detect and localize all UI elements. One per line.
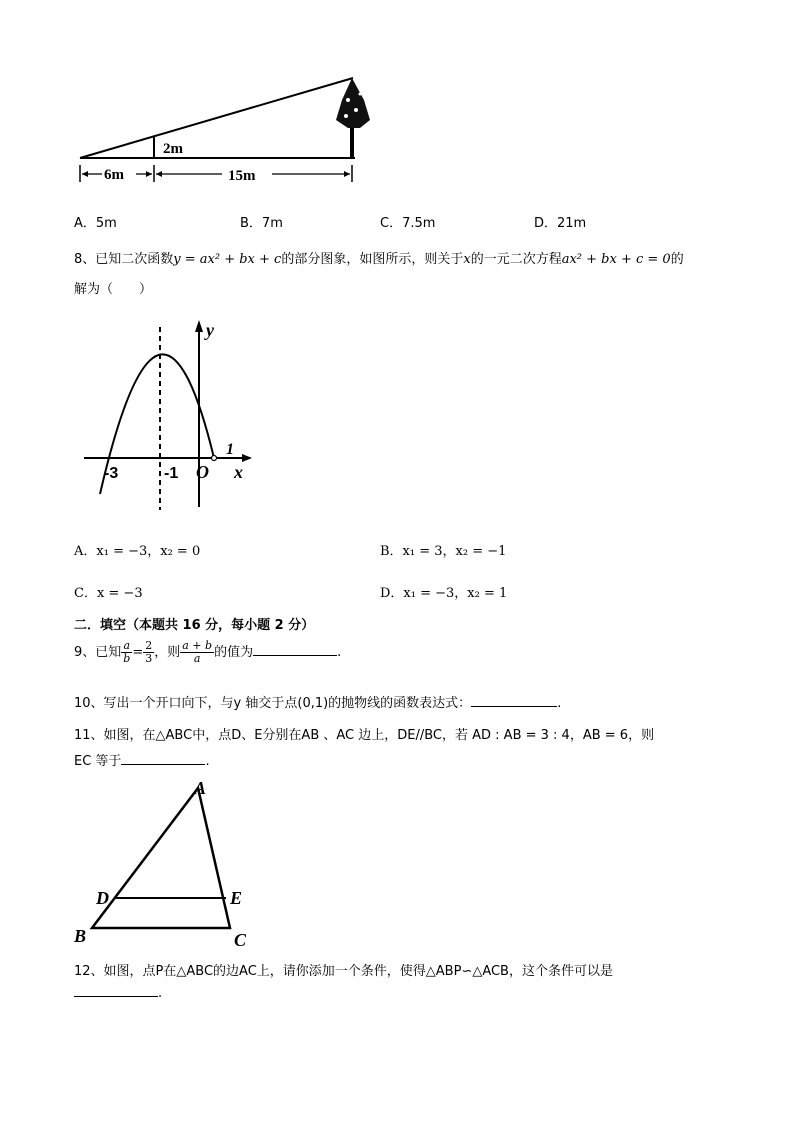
q8-option-b: B．x₁ = 3，x₂ = −1 [380, 544, 507, 559]
label-e: E [230, 888, 243, 908]
q12-line2 [74, 984, 162, 1001]
label-minus-3: -3 [104, 465, 119, 482]
q11-ec: EC 等于 [74, 754, 122, 769]
section-2-heading: 二．填空（本题共 16 分，每小题 2 分） [74, 618, 315, 633]
q8-option-d: D．x₁ = −3，x₂ = 1 [380, 586, 508, 601]
q11-line1: 11、如图，在△ABC中，点D、E分别在AB 、AC 边上，DE//BC，若 AD : AB = 3 : 4，AB = 6，则 [74, 728, 655, 743]
tree-crown [336, 78, 370, 128]
q11-answer-blank[interactable] [121, 752, 205, 765]
triangle-abc [92, 788, 230, 928]
label-one: 1 [226, 441, 234, 458]
q8-number: 8、已知二次函数 [74, 252, 174, 267]
q9-answer-blank[interactable] [253, 643, 337, 656]
label-a: A [194, 778, 207, 798]
q8-function: y = ax² + bx + c [173, 252, 282, 267]
label-origin: O [196, 462, 209, 482]
q12-answer-blank[interactable] [74, 984, 158, 997]
q9-then: ，则 [154, 645, 181, 660]
q7-option-b: B．7m [240, 216, 283, 231]
q9-fraction-2-over-3: $\frac{2}{3}$ [145, 639, 153, 665]
q7-option-a: A．5m [74, 216, 117, 231]
q8-var-x: x [463, 252, 471, 267]
q8-option-a: A．x₁ = −3，x₂ = 0 [74, 544, 201, 559]
q9-fraction-a-over-b: $\frac{a}{b}$ [123, 639, 131, 665]
q9-equals: = [132, 645, 144, 660]
q10-period: . [557, 696, 562, 711]
q12-period: . [158, 986, 163, 1001]
label-b: B [74, 926, 87, 946]
q10-answer-blank[interactable] [471, 694, 557, 707]
label-15m: 15m [228, 168, 256, 184]
q8-end: 的 [670, 252, 684, 267]
q9-fraction-expression: $\frac{a + b}{a}$ [182, 639, 213, 665]
q8-mid2: 的一元二次方程 [470, 252, 562, 267]
q11-line2 [74, 750, 210, 769]
label-x: x [234, 462, 243, 482]
label-minus-1: -1 [164, 465, 179, 482]
q12-line1: 12、如图，点P在△ABC的边AC上，请你添加一个条件，使得△ABP∽△ACB，这个条件可以是 [74, 964, 613, 979]
sun-ray-line [80, 78, 353, 158]
label-c: C [234, 930, 247, 950]
q8-line1 [74, 248, 684, 267]
tree-shadow-figure [70, 70, 390, 195]
q9-end: 的值为 [214, 645, 254, 660]
label-d: D [96, 888, 109, 908]
label-6m: 6m [104, 167, 124, 183]
q7-option-d: D．21m [534, 216, 587, 231]
q8-option-c: C．x = −3 [74, 586, 143, 601]
parabola-figure [78, 312, 258, 512]
q10-line [74, 692, 561, 711]
q9-number: 9、已知 [74, 645, 122, 660]
q10-text: 10、写出一个开口向下，与y 轴交于点(0,1)的抛物线的函数表达式： [74, 696, 472, 711]
q8-line2: 解为（ ） [74, 282, 153, 297]
q11-period: . [205, 754, 210, 769]
q8-mid: 的部分图象，如图所示，则关于 [281, 252, 464, 267]
label-y: y [206, 320, 214, 340]
q7-option-c: C．7.5m [380, 216, 436, 231]
q8-equation: ax² + bx + c = 0 [561, 252, 671, 267]
triangle-figure [70, 776, 270, 951]
label-2m: 2m [163, 141, 183, 157]
q9-period: . [337, 645, 342, 660]
q9-line [74, 640, 341, 665]
